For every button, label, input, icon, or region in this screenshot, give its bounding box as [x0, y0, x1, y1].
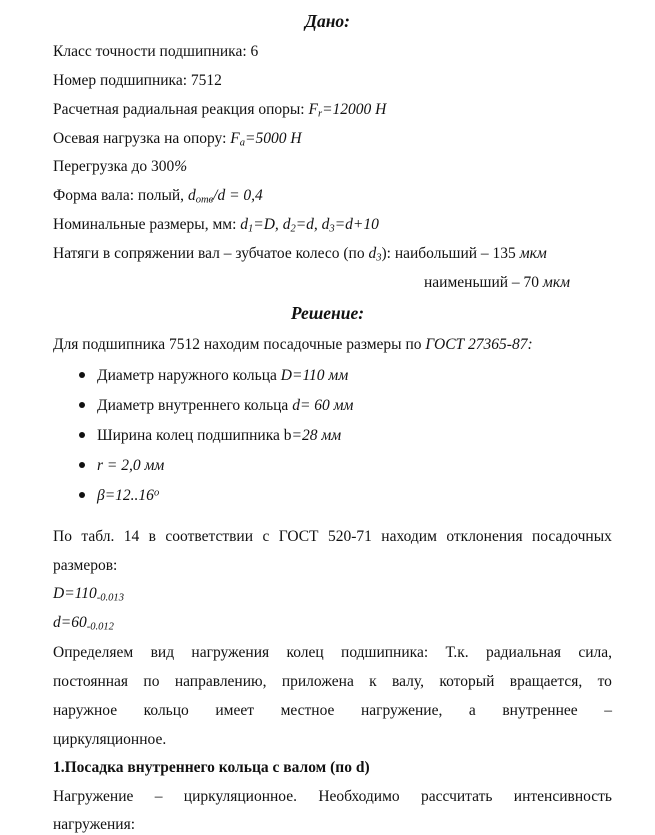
deviations-paragraph-line-2: размеров:: [53, 557, 118, 574]
solution-intro-text: Для подшипника 7512 находим посадочные размеры по: [53, 336, 426, 353]
nominal-sizes-line: [53, 215, 379, 235]
shaft-form-line: [53, 186, 263, 206]
outer-deviation-main: D=110: [53, 585, 97, 602]
interference-min-line: [424, 273, 570, 293]
axial-load-value: =5000 Н: [245, 130, 302, 147]
bullet-icon: [79, 492, 85, 498]
radial-reaction-value: =12000 Н: [322, 101, 387, 118]
bullet-ring-width-label: Ширина колец подшипника b: [97, 427, 292, 444]
overload-line: [53, 157, 187, 177]
radial-reaction-symbol: F: [308, 101, 318, 118]
shaft-form-symbol: d: [187, 187, 196, 204]
nominal-d1-value: =D,: [253, 216, 283, 233]
list-item: [79, 366, 348, 386]
nominal-d3-symbol: d: [321, 216, 330, 233]
interference-min-text: наименьший – 70: [424, 274, 543, 291]
interference-subscript: 3: [376, 252, 382, 264]
shaft-form-value: /d = 0,4: [213, 187, 263, 204]
inner-deviation-main: d=60: [53, 614, 87, 631]
bullet-icon: [79, 402, 85, 408]
deviations-paragraph-line-1: По табл. 14 в соответствии с ГОСТ 520-71 находим отклонения посадочных: [53, 528, 612, 545]
intensity-paragraph-line-1: Нагружение – циркуляционное. Необходимо рассчитать интенсивность: [53, 788, 612, 805]
bullet-radius-value: r = 2,0 мм: [97, 457, 165, 474]
bullet-inner-diameter-value: d= 60 мм: [292, 397, 354, 414]
axial-load-subscript: a: [239, 137, 245, 149]
interference-label: Натяги в сопряжении вал – зубчатое колесо (по: [53, 245, 369, 262]
interference-min-unit: мкм: [542, 274, 570, 291]
list-item: [79, 486, 159, 506]
inner-deviation-subscript: -0.012: [86, 621, 114, 633]
interference-max-text: ): наибольший – 135: [381, 245, 520, 262]
loading-paragraph-line-3: наружное кольцо имеет местное нагружение, а внутреннее –: [53, 702, 612, 719]
nominal-d3-subscript: 3: [329, 223, 335, 235]
radial-reaction-label: Расчетная радиальная реакция опоры:: [53, 101, 309, 118]
nominal-d2-symbol: d: [282, 216, 291, 233]
interference-max-unit: мкм: [519, 245, 547, 262]
bullet-outer-diameter-label: Диаметр наружного кольца: [97, 367, 281, 384]
list-item: [79, 456, 164, 476]
overload-percent: %: [174, 158, 188, 175]
bullet-ring-width-value: =28 мм: [291, 427, 342, 444]
nominal-sizes-label: Номинальные размеры, мм:: [53, 216, 241, 233]
bearing-number-line: Номер подшипника: 7512: [53, 72, 222, 89]
shaft-form-subscript: отв: [195, 194, 214, 206]
bullet-icon: [79, 372, 85, 378]
interference-line: [53, 244, 547, 264]
axial-load-label: Осевая нагрузка на опору:: [53, 130, 231, 147]
loading-paragraph-line-4: циркуляционное.: [53, 731, 167, 748]
bullet-outer-diameter-value: D=110 мм: [280, 367, 349, 384]
bullet-icon: [79, 432, 85, 438]
solution-heading: Решение:: [290, 303, 365, 323]
bullet-angle-degree: о: [153, 487, 160, 499]
loading-paragraph-line-1: Определяем вид нагружения колец подшипника: Т.к. радиальная сила,: [53, 644, 612, 661]
bullet-inner-diameter-label: Диаметр внутреннего кольца: [97, 397, 293, 414]
axial-load-line: [53, 129, 302, 149]
section-1-heading: 1.Посадка внутреннего кольца с валом (по d): [53, 759, 370, 776]
loading-paragraph-line-2: постоянная по направлению, приложена к валу, который вращается, то: [53, 673, 612, 690]
bullet-icon: [79, 462, 85, 468]
nominal-d3-value: =d+10: [334, 216, 379, 233]
solution-intro-standard: ГОСТ 27365-87:: [425, 336, 533, 353]
nominal-d1-symbol: d: [240, 216, 249, 233]
nominal-d1-subscript: 1: [248, 223, 254, 235]
shaft-form-label: Форма вала: полый,: [53, 187, 188, 204]
nominal-d2-subscript: 2: [290, 223, 296, 235]
bearing-class-line: Класс точности подшипника: 6: [53, 43, 259, 60]
bullet-angle-value: β=12..16: [97, 487, 154, 504]
radial-reaction-subscript: r: [317, 108, 323, 120]
overload-label: Перегрузка до 300: [53, 158, 175, 175]
outer-deviation-line: [53, 584, 124, 604]
axial-load-symbol: F: [230, 130, 240, 147]
outer-deviation-subscript: -0.013: [96, 592, 124, 604]
solution-intro-line: [53, 335, 533, 355]
inner-deviation-line: [53, 613, 114, 633]
interference-symbol: d: [368, 245, 377, 262]
list-item: [79, 426, 341, 446]
radial-reaction-line: [53, 100, 386, 120]
list-item: [79, 396, 353, 416]
nominal-d2-value: =d,: [295, 216, 322, 233]
intensity-paragraph-line-2: нагружения:: [53, 816, 136, 833]
given-heading: Дано:: [305, 11, 350, 31]
